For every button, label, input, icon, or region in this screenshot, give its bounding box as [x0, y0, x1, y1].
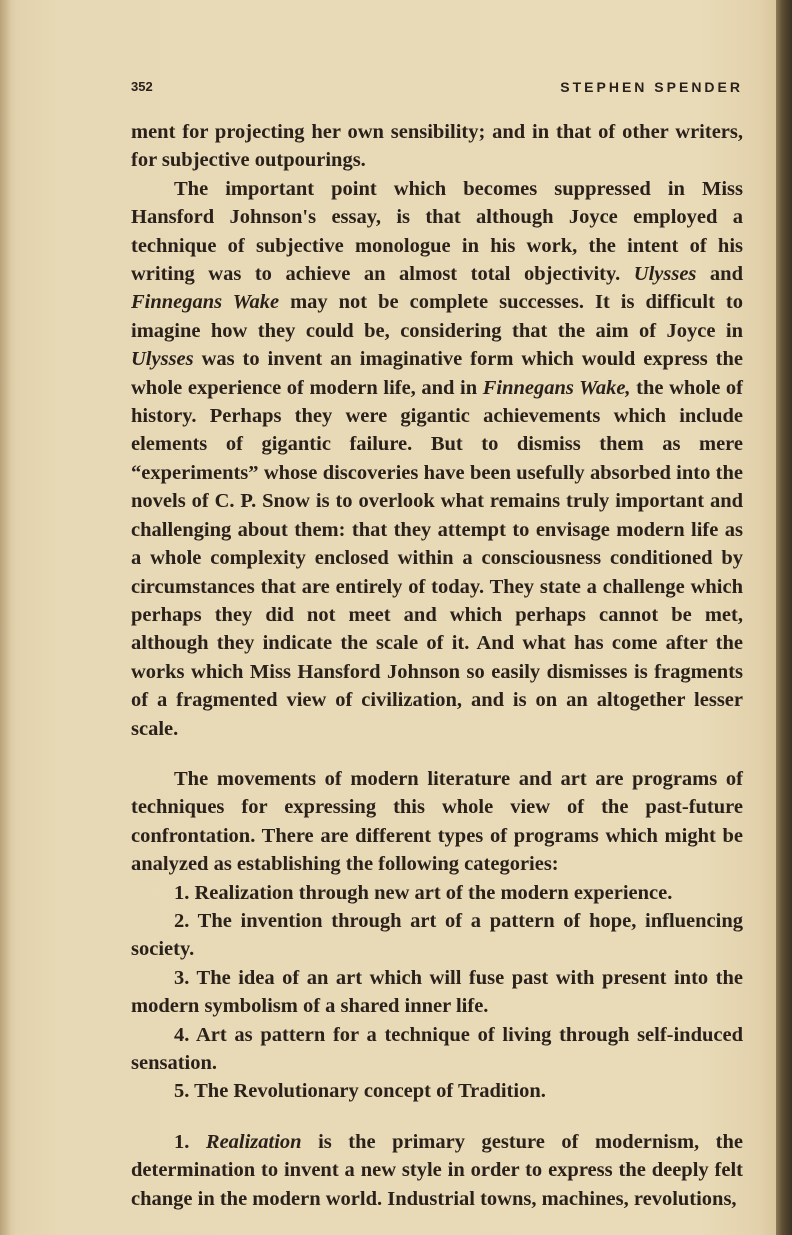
- running-head: [131, 77, 743, 101]
- page-right-edge: [776, 0, 792, 1235]
- list-item-2: 2. The invention through art of a pattern of hope, influencing society.: [131, 909, 743, 961]
- term-realization: Realization: [205, 1130, 302, 1153]
- text-run: and: [696, 263, 743, 286]
- paragraph-realization: [131, 1128, 743, 1213]
- body-text: [131, 118, 743, 1213]
- paragraph-joyce: [131, 175, 743, 743]
- page-left-edge: [0, 0, 10, 1235]
- text-run: the whole of history. Perhaps they were gigantic achievements which include elements of gigantic failure. But to dismiss them as mere “experiments” whose discoveries have been usefully absorbed into the novels of C. P. Snow is to overlook what remains truly important and challenging about them: that they attempt to envisage modern life as a whole complexity enclosed within a consciousness conditioned by circumstances that are entirely of today. They state a challenge which perhaps they did not meet and which perhaps cannot be met, although they indicate the scale of it. And what has come after the works which Miss Hansford Johnson so easily dismisses is fragments of a fragmented view of civilization, and is on an altogether lesser scale.: [131, 376, 743, 740]
- list-item-5: 5. The Revolutionary concept of Tradition.: [174, 1080, 546, 1103]
- text-run: is the primary gesture of modernism, the determination to invent a new style in order to express the deeply felt change in the modern world. Industrial towns, machines, revolutions,: [131, 1130, 744, 1210]
- author-running-head: STEPHEN SPENDER: [560, 79, 743, 95]
- title-finnegans-wake: Finnegans Wake: [131, 291, 280, 314]
- page-number: 352: [131, 79, 153, 94]
- paragraph-movements: The movements of modern literature and art are programs of techniques for expressing this whole view of the past-future confrontation. There are different types of programs which might be analyzed as establishing the following categories:: [131, 767, 743, 876]
- list-item-1: 1. Realization through new art of the modern experience.: [174, 881, 673, 904]
- title-ulysses: Ulysses: [131, 348, 194, 371]
- text-run: may not be complete successes. It is difficult to imagine how they could be, considering that the aim of Joyce in: [131, 291, 743, 342]
- title-ulysses: Ulysses: [633, 263, 697, 286]
- paragraph-continuation: ment for projecting her own sensibility; and in that of other writers, for subjective outpourings.: [131, 121, 743, 172]
- text-run: was to invent an imaginative form which would express the whole experience of modern life, and in: [131, 348, 743, 399]
- text-run: The important point which becomes suppressed in Miss Hansford Johnson's essay, is that although Joyce employed a technique of subjective monologue in his work, the intent of his writing was to achieve an almost total objectivity.: [131, 177, 743, 286]
- title-finnegans-wake: Finnegans Wake,: [482, 376, 631, 399]
- list-number: 1.: [174, 1130, 206, 1153]
- list-item-3: 3. The idea of an art which will fuse past with present into the modern symbolism of a shared inner life.: [131, 966, 743, 1018]
- list-item-4: 4. Art as pattern for a technique of living through self-induced sensation.: [131, 1023, 743, 1074]
